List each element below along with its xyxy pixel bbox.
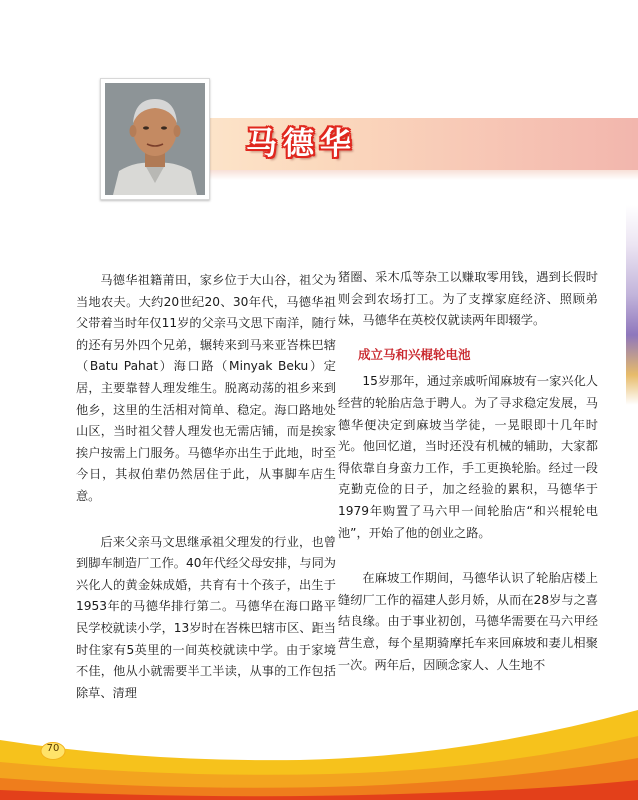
portrait-illustration: [105, 83, 205, 195]
edge-decoration: [626, 205, 638, 405]
portrait-photo-frame: [100, 78, 210, 200]
paragraph: 15岁那年，通过亲戚听闻麻坡有一家兴化人经营的轮胎店急于聘人。为了寻求稳定发展，马德华便决定到麻坡当学徒，一晃眼即十几年时光。他回忆道，当时还没有机械的辅助，大家都得依靠自身蛮力工作，手工更换轮胎。经过一段克勤克俭的日子，加之经验的累积，马德华于1979年购置了马六甲一间轮胎店“和兴棍轮电池”，开始了他的创业之路。: [338, 374, 598, 540]
paragraph: 在麻坡工作期间，马德华认识了轮胎店楼上缝纫厂工作的福建人彭月娇，从而在28岁与之喜结良缘。由于事业初创，马德华需要在马六甲经营生意，每个星期骑摩托车来回麻坡和妻儿相聚一次。两年后，因顾念家人、人生地不: [338, 571, 598, 672]
right-text-column: [338, 267, 598, 676]
page-number: 70: [46, 743, 60, 754]
page-title: 马德华: [246, 126, 357, 162]
left-text-column: [76, 270, 336, 704]
title-band-shadow: [150, 170, 638, 180]
portrait-photo: [105, 83, 205, 195]
paragraph: 马德华祖籍莆田，家乡位于大山谷，祖父为当地农夫。大约20世纪20、30年代，马德华祖父带着当时年仅11岁的父亲马文思下南洋，随行的还有另外四个兄弟，辗转来到马来亚峇株巴辖（Batu Pahat）海口路（Minyak Beku）定居，主要靠替人理发维生。脱离动荡的祖乡来到他乡，这里的生活相对简单、稳定。海口路地处山区，当时祖父替人理发也无需店铺，而是挨家挨户按需上门服务。马德华亦出生于此地，时至今日，其叔伯辈仍然居住于此，从事脚车店生意。: [76, 273, 336, 503]
paragraph: 后来父亲马文思继承祖父理发的行业，也曾到脚车制造厂工作。40年代经父母安排，与同为兴化人的黄金妹成婚，共育有十个孩子，出生于1953年的马德华排行第二。马德华在海口路平民学校就读小学，13岁时在峇株巴辖市区、距当时住家有5英里的一间英校就读中学。由于家境不佳，他从小就需要半工半读，从事的工作包括除草、清理: [76, 534, 336, 700]
title-band: [150, 118, 638, 170]
section-heading: 成立马和兴棍轮电池: [358, 346, 471, 362]
bottom-swoosh-decoration: [0, 700, 638, 800]
paragraph: 猪圈、采木瓜等杂工以赚取零用钱，遇到长假时则会到农场打工。为了支撑家庭经济、照顾弟妹，马德华在英校仅就读两年即辍学。: [338, 270, 598, 328]
